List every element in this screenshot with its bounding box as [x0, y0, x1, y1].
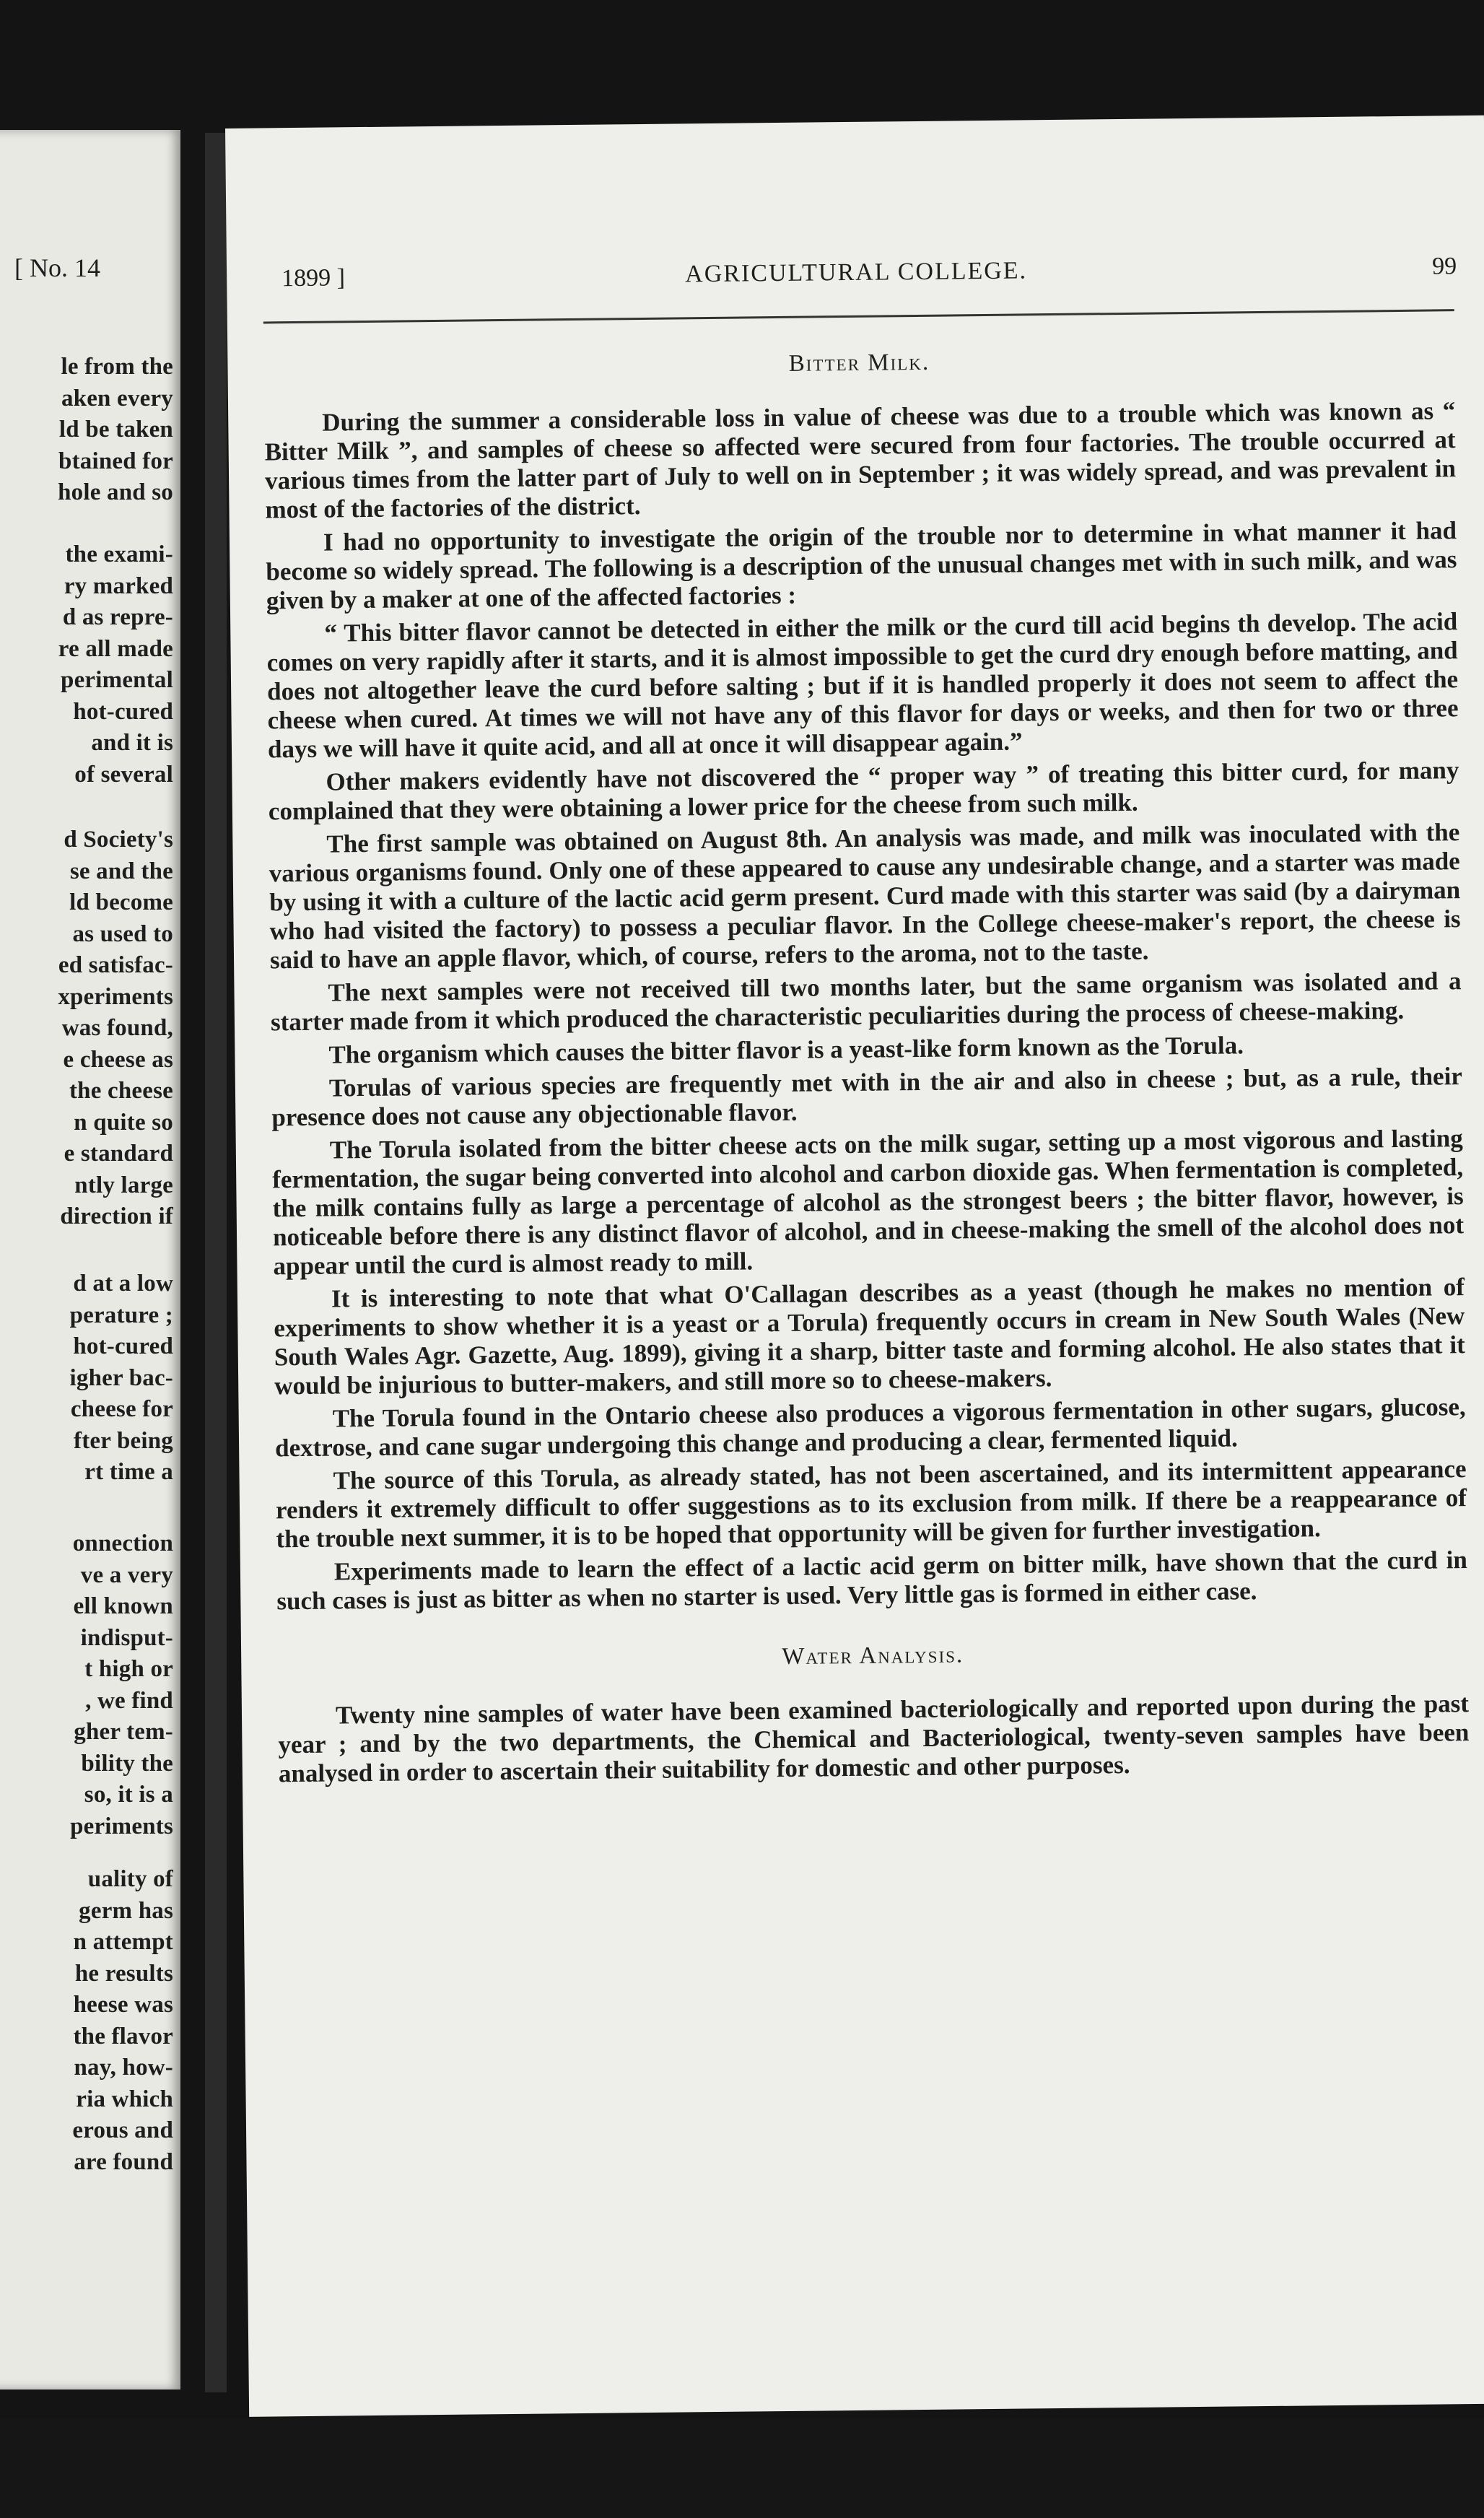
paragraph: The first sample was obtained on August 8th. An analysis was made, and milk was inoculated with the various organisms found. Only one of these appeared to cause any undesirable change, and a starter was made by using it with a culture of the lactic acid germ present. Curd made with this starter was said (by a dairyman who had visited the factory) to possess a peculiar flavor. In the College cheese-maker's report, the cheese is said to have an apple flavor, which, of course, refers to the aroma, not to the taste. — [269, 818, 1461, 975]
paragraph: I had no opportunity to investigate the origin of the trouble nor to determine in what manner it had become so widely spread. The following is a description of the unusual changes met with in such milk, and was given by a maker at one of the affected factories : — [266, 516, 1457, 615]
left-page-line: hole and so — [58, 479, 173, 505]
left-page-line: perimental — [61, 667, 173, 693]
left-page-line: se and the — [69, 858, 173, 884]
left-page-line: nay, how- — [74, 2055, 173, 2081]
left-page — [0, 130, 180, 2390]
left-page-line: erous and — [72, 2117, 173, 2143]
page-content — [263, 344, 1470, 1792]
left-page-line: d at a low — [73, 1271, 173, 1297]
left-page-line: hot-cured — [73, 1333, 173, 1359]
left-page-line: was found, — [61, 1015, 173, 1041]
left-page-line: perature ; — [69, 1302, 173, 1328]
left-page-line: d as repre- — [62, 604, 173, 630]
left-page-line: n attempt — [73, 1929, 173, 1955]
paragraph: The next samples were not received till two months later, but the same organism was isolated and a starter made from it which produced the characteristic peculiarities during the process of cheese-making. — [270, 967, 1462, 1037]
bitter-milk-section — [264, 396, 1467, 1616]
left-page-line: , we find — [85, 1687, 173, 1714]
left-page-line: ria which — [76, 2086, 173, 2112]
left-page-line: ld be taken — [58, 417, 173, 443]
left-page-line: germ has — [79, 1897, 173, 1924]
paragraph: During the summer a considerable loss in value of cheese was due to a trouble which was known as “ Bitter Milk ”, and samples of cheese so affected were secured from four factories. The trouble occurred at various times from the latter part of July to well on in September ; it was widely spread, and was prevalent in most of the factories of the district. — [264, 396, 1457, 524]
running-header — [227, 253, 1484, 302]
left-page-line: ry marked — [64, 572, 173, 599]
left-page-line: ed satisfac- — [58, 952, 173, 978]
header-title: AGRICULTURAL COLLEGE. — [685, 257, 1028, 288]
section-title-bitter-milk: Bitter Milk. — [788, 349, 930, 377]
left-page-line: direction if — [60, 1203, 173, 1229]
left-page-line: cheese for — [70, 1396, 173, 1422]
left-page-line: t high or — [84, 1656, 173, 1682]
paragraph: The Torula found in the Ontario cheese also produces a vigorous fermentation in other sugars, glucose, dextrose, and cane sugar undergoing this change and producing a clear, fermented liquid. — [274, 1393, 1466, 1463]
left-page-line: onnection — [72, 1530, 173, 1556]
left-page-line: xperiments — [58, 983, 173, 1010]
left-page-line: so, it is a — [84, 1782, 173, 1808]
paragraph: The Torula isolated from the bitter cheese acts on the milk sugar, setting up a most vigorous and lasting fermentation, the sugar being converted into alcohol and carbon dioxide gas. When fermentation is completed, the milk contains fully as large a percentage of alcohol as the strongest beers ; the bitter flavor, however, is noticeable before there is any distinct flavor of alcohol, and in cheese-making the smell of the alcohol does not appear until the curd is almost ready to mill. — [272, 1124, 1465, 1281]
left-page-line: fter being — [74, 1427, 173, 1454]
left-page-line: e standard — [64, 1141, 173, 1167]
paragraph: Other makers evidently have not discovered the “ proper way ” of treating this bitter curd, for many complained that they were obtaining a lower price for the cheese from such milk. — [268, 756, 1459, 826]
left-page-line: n quite so — [74, 1109, 173, 1136]
paragraph: Torulas of various species are frequently met with in the air and also in cheese ; but, as a rule, their presence does not cause any objectionable flavor. — [271, 1062, 1463, 1132]
left-page-line: btained for — [58, 448, 173, 474]
left-page-line: indisput- — [80, 1624, 173, 1651]
section-title-water-analysis: Water Analysis. — [782, 1642, 964, 1670]
left-page-line: igher bac- — [69, 1364, 173, 1391]
left-page-line: the cheese — [69, 1078, 173, 1104]
paragraph: The source of this Torula, as already stated, has not been ascertained, and its intermittent appearance renders it extremely difficult to offer suggestions as to its exclusion from milk. If there be a reappearance of the trouble next summer, it is to be hoped that opportunity will be given for further investigation. — [275, 1455, 1467, 1554]
left-page-line: heese was — [73, 1992, 173, 2018]
left-page-line: le from the — [61, 354, 173, 380]
left-page-line: as used to — [72, 920, 173, 947]
book-spine — [205, 133, 227, 2392]
left-page-line: uality of — [87, 1866, 173, 1892]
left-page-line: of several — [74, 761, 173, 788]
left-page-line: e cheese as — [63, 1046, 173, 1073]
left-page-line: d Society's — [64, 827, 173, 853]
page-number: 99 — [1431, 253, 1457, 280]
left-page-line: and it is — [91, 730, 173, 756]
paragraph: “ This bitter flavor cannot be detected in either the milk or the curd till acid begins th develop. The acid comes on very rapidly after it starts, and it is almost impossible to get the curd dry enough before matting, and does not altogether leave the curd before salting ; but if it is handled properly it does not seem to affect the cheese when cured. At times we will not have any of this flavor for days or weeks, and then for two or three days we will have it quite acid, and all at once it will disappear again.” — [266, 607, 1459, 764]
left-page-line: periments — [70, 1813, 173, 1839]
left-page-line: ntly large — [74, 1172, 173, 1198]
left-page-line: bility the — [81, 1750, 173, 1777]
paragraph: The organism which causes the bitter flavor is a yeast-like form known as the Torula. — [328, 1031, 1244, 1069]
left-page-line: ld become — [69, 889, 173, 915]
header-rule — [263, 309, 1454, 323]
left-page-line: are found — [74, 2148, 173, 2175]
left-page-line: ell known — [73, 1593, 173, 1619]
paragraph: It is interesting to note that what O'Callagan describes as a yeast (though he makes no mention of experiments to show whether it is a yeast or a Torula) frequently occurs in cream in New South Wales (New South Wales Agr. Gazette, Aug. 1899), giving it a sharp, bitter taste and forming alcohol. He also states that it would be injurious to butter-makers, and still more so to cheese-makers. — [274, 1273, 1465, 1400]
left-page-line: re all made — [58, 635, 173, 662]
left-page-line: the exami- — [65, 541, 173, 567]
scan-border — [0, 2418, 1484, 2518]
paragraph: Twenty nine samples of water have been examined bacteriologically and reported upon during the past year ; and by the two departments, the Chemical and Bacteriological, twenty-seven samples have been analysed in order to ascertain their suitability for domestic and other purposes. — [278, 1689, 1470, 1788]
left-page-line: aken every — [61, 385, 173, 411]
left-page-line: he results — [74, 1960, 173, 1987]
header-year: 1899 ] — [281, 264, 346, 292]
left-page-line: hot-cured — [73, 698, 173, 725]
left-page-header: [ No. 14 — [14, 253, 100, 282]
left-page-line: gher tem- — [74, 1719, 173, 1745]
left-page-line: rt time a — [84, 1459, 173, 1485]
left-page-line: ve a very — [80, 1561, 173, 1588]
right-page — [225, 116, 1484, 2417]
paragraph: Experiments made to learn the effect of a lactic acid germ on bitter milk, have shown that the curd in such cases is just as bitter as when no starter is used. Very little gas is formed in either case. — [276, 1546, 1468, 1616]
left-page-line: the flavor — [73, 2023, 173, 2049]
